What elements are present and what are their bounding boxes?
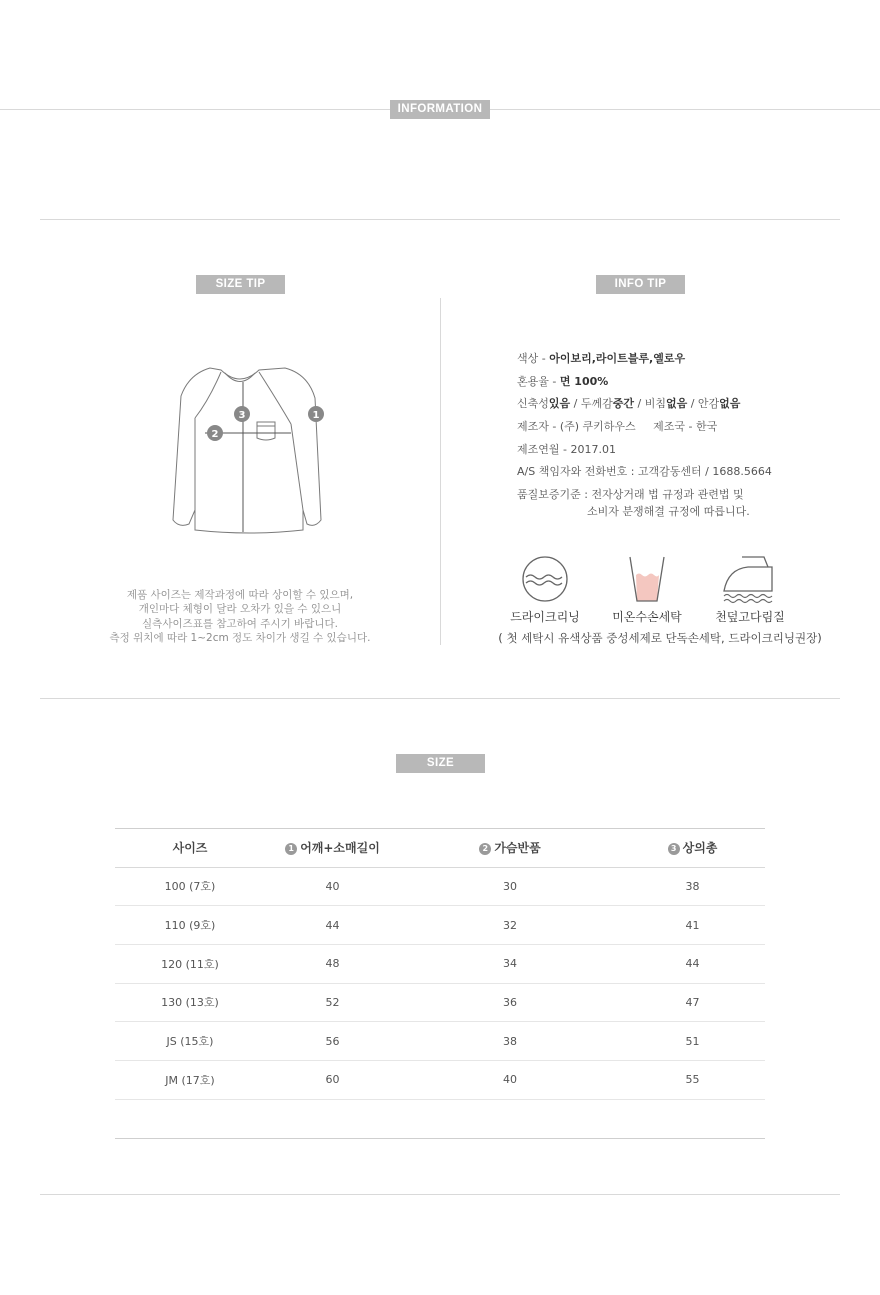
dry-clean-icon xyxy=(520,555,570,603)
iron-with-cloth-icon xyxy=(720,555,778,605)
chest-cell: 34 xyxy=(400,944,620,983)
size-tip-note xyxy=(60,588,420,645)
table-row xyxy=(115,1022,765,1061)
blend-row: 혼용율 - 면 100% xyxy=(517,374,609,388)
size-cell: JS (15호) xyxy=(115,1022,265,1061)
shoulder-sleeve-cell: 60 xyxy=(265,1060,400,1099)
size-note-line: 제품 사이즈는 제작과정에 따라 상이할 수 있으며, xyxy=(126,589,354,601)
shoulder-sleeve-cell: 40 xyxy=(265,867,400,906)
table-row xyxy=(115,867,765,906)
size-note-line: 측정 위치에 따라 1~2cm 정도 차이가 생길 수 있습니다. xyxy=(109,631,371,644)
size-note-line: 실측사이즈표를 참고하여 주시기 바랍니다. xyxy=(142,617,338,630)
information-tag: INFORMATION xyxy=(390,100,490,119)
lukewarm-hand-wash-icon xyxy=(628,555,666,603)
as-contact-row: A/S 책임자와 전화번호 : 고객감동센터 / 1688.5664 xyxy=(517,465,772,479)
fabric-properties-row: 신축성있음 / 두께감중간 / 비침없음 / 안감없음 xyxy=(517,397,741,411)
header-chest: 2 가슴반품 xyxy=(400,828,620,867)
chest-cell: 36 xyxy=(400,983,620,1022)
made-date-row: 제조연월 - 2017.01 xyxy=(517,442,616,456)
size-tag: SIZE xyxy=(396,754,485,773)
chest-cell: 32 xyxy=(400,906,620,945)
size-cell: 120 (11호) xyxy=(115,944,265,983)
table-row xyxy=(115,906,765,945)
length-cell: 44 xyxy=(620,944,765,983)
size-cell: JM (17호) xyxy=(115,1060,265,1099)
size-cell: 100 (7호) xyxy=(115,867,265,906)
size-tip-tag: SIZE TIP xyxy=(196,275,285,294)
marker-3: 3 xyxy=(668,843,680,855)
table-row xyxy=(115,944,765,983)
warranty-row: 품질보증기준 : 전자상거래 법 규정과 관련법 및 xyxy=(517,488,744,502)
size-cell: 130 (13호) xyxy=(115,983,265,1022)
info-tip-tag: INFO TIP xyxy=(596,275,685,294)
length-cell: 47 xyxy=(620,983,765,1022)
section-divider-middle xyxy=(40,698,840,699)
size-note-line: 개인마다 체형이 달라 오차가 있을 수 있으니 xyxy=(138,603,342,616)
size-table-bottom-border xyxy=(115,1138,765,1139)
length-cell: 51 xyxy=(620,1022,765,1061)
dry-clean-label: 드라이크리닝 xyxy=(510,610,580,624)
marker-1: 1 xyxy=(285,843,297,855)
care-note: ( 첫 세탁시 유색상품 중성세제로 단독손세탁, 드라이크리닝권장) xyxy=(498,631,822,645)
chest-cell: 40 xyxy=(400,1060,620,1099)
shoulder-sleeve-cell: 44 xyxy=(265,906,400,945)
section-divider-top xyxy=(40,219,840,220)
maker-row: 제조자 - (주) 쿠키하우스 제조국 - 한국 xyxy=(517,420,718,434)
marker-2: 2 xyxy=(479,843,491,855)
product-info-list xyxy=(517,348,847,520)
size-cell: 110 (9호) xyxy=(115,906,265,945)
section-divider-bottom xyxy=(40,1194,840,1195)
header-length: 3 상의총 xyxy=(620,828,765,867)
measurement-marker-1-label: 1 xyxy=(312,410,320,421)
shoulder-sleeve-cell: 48 xyxy=(265,944,400,983)
length-cell: 55 xyxy=(620,1060,765,1099)
shoulder-sleeve-cell: 52 xyxy=(265,983,400,1022)
tip-column-divider xyxy=(440,298,441,645)
garment-measurement-diagram xyxy=(165,360,335,540)
measurement-marker-3-label: 3 xyxy=(238,410,246,421)
warranty-row-cont: 소비자 분쟁해결 규정에 따릅니다. xyxy=(587,504,750,518)
measurement-marker-2-label: 2 xyxy=(211,429,219,440)
hand-wash-label: 미온수손세탁 xyxy=(612,610,682,624)
table-row xyxy=(115,1060,765,1099)
header-shoulder-sleeve: 1 어깨+소매길이 xyxy=(265,828,400,867)
length-cell: 38 xyxy=(620,867,765,906)
chest-cell: 38 xyxy=(400,1022,620,1061)
size-table-header-row xyxy=(115,828,765,867)
table-row xyxy=(115,983,765,1022)
shoulder-sleeve-cell: 56 xyxy=(265,1022,400,1061)
iron-label: 천덮고다림질 xyxy=(715,610,785,624)
header-size: 사이즈 xyxy=(115,828,265,867)
color-row: 색상 - 아이보리,라이트블루,옐로우 xyxy=(517,352,686,365)
length-cell: 41 xyxy=(620,906,765,945)
chest-cell: 30 xyxy=(400,867,620,906)
size-table xyxy=(115,828,765,1100)
